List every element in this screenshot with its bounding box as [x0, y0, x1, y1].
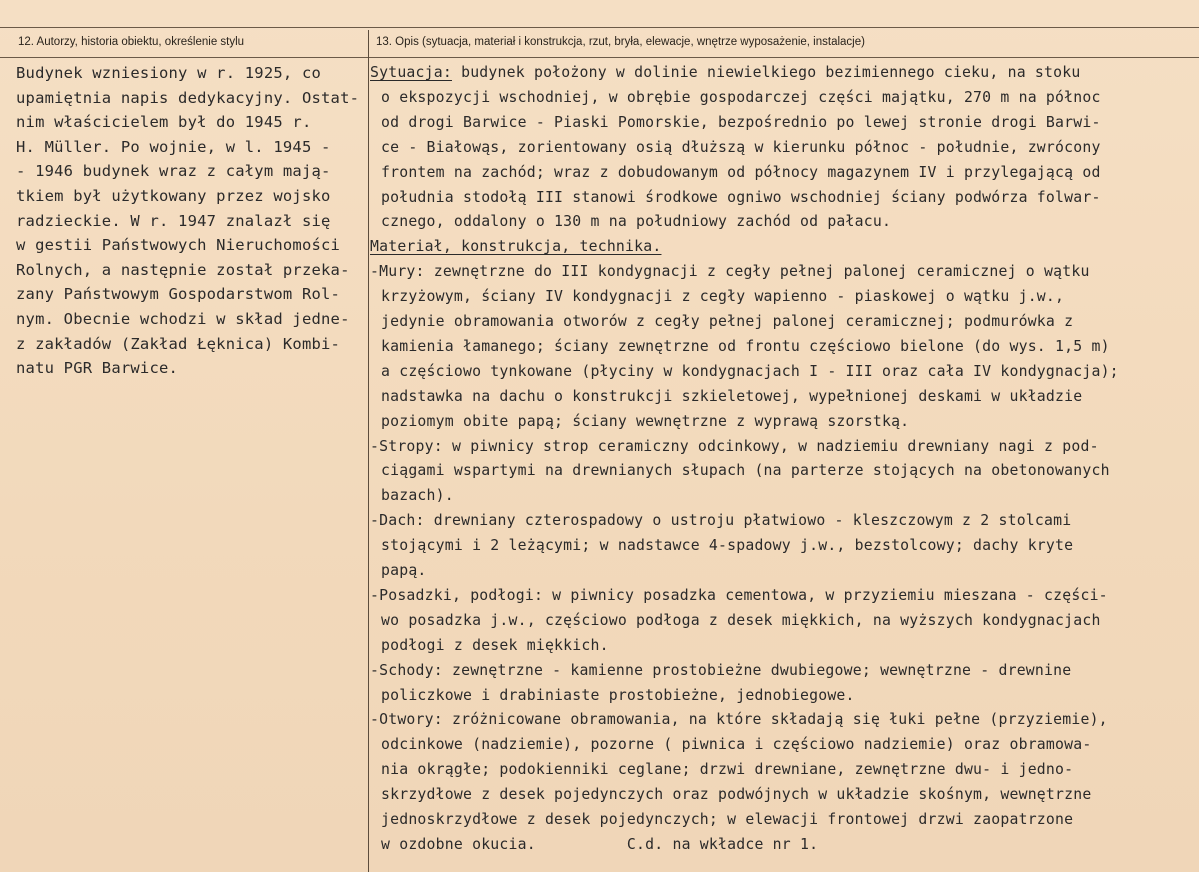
right-text-line: [381, 637, 609, 654]
left-text-line: radzieckie. W r. 1947 znalazł się: [16, 211, 331, 230]
right-text-line: [370, 238, 661, 255]
line-text: -Posadzki, podłogi: w piwnicy posadzka cementowa, w przyziemiu mieszana - części-: [370, 586, 1108, 604]
right-text-line: [381, 836, 818, 853]
left-text-line: H. Müller. Po wojnie, w l. 1945 -: [16, 137, 331, 156]
line-text: jedynie obramowania otworów z cegły pełnej palonej ceramicznej; podmurówka z: [381, 313, 1074, 330]
right-text-line: [381, 462, 1110, 479]
right-text-line: [370, 662, 1071, 679]
right-text-line: [381, 388, 1082, 405]
right-text-line: [381, 487, 454, 504]
line-text: -Otwory: zróżnicowane obramowania, na które składają się łuki pełne (przyziemie),: [370, 711, 1108, 729]
right-text-line: [381, 612, 1101, 629]
line-text: o ekspozycji wschodniej, w obrębie gospodarczej części majątku, 270 m na północ: [381, 88, 1101, 106]
line-text: papą.: [381, 562, 427, 579]
top-rule: [0, 27, 1199, 28]
line-text: nadstawka na dachu o konstrukcji szkieletowej, wypełnionej deskami w układzie: [381, 387, 1083, 405]
left-text-line: upamiętnia napis dedykacyjny. Ostat-: [16, 88, 360, 107]
right-text-line: [370, 711, 1108, 728]
left-text-line: tkiem był użytkowany przez wojsko: [16, 187, 331, 205]
right-text-line: [370, 587, 1108, 604]
right-text-line: [370, 512, 1071, 529]
right-text-line: [381, 114, 1101, 131]
right-text-line: [381, 189, 1101, 206]
line-text: jednoskrzydłowe z desek pojedynczych; w elewacji frontowej drzwi zaopatrzone: [381, 811, 1074, 828]
right-section-header: 13. Opis (sytuacja, materiał i konstrukcja, rzut, bryła, elewacje, wnętrze wyposażenie, instalacje): [376, 36, 865, 48]
right-text-line: [381, 288, 1064, 305]
right-text-line: [381, 786, 1091, 803]
right-text-line: [370, 438, 1099, 455]
line-text: podłogi z desek miękkich.: [381, 636, 609, 654]
line-text: poziomym obite papą; ściany wewnętrzne z wyprawą szorstką.: [381, 412, 910, 430]
line-text: w ozdobne okucia. C.d. na wkładce nr 1.: [381, 835, 819, 853]
line-text: -Schody: zewnętrzne - kamienne prostobieżne dwubiegowe; wewnętrzne - drewnine: [370, 661, 1072, 679]
left-text-line: nim właścicielem był do 1945 r.: [16, 113, 312, 132]
right-text-line: [381, 164, 1101, 181]
right-text-line: [381, 338, 1110, 355]
line-text: stojącymi i 2 leżącymi; w nadstawce 4-spadowy j.w., bezstolcowy; dachy kryte: [381, 537, 1074, 555]
right-text-line: [381, 89, 1101, 106]
right-text-line: [381, 139, 1101, 156]
header-rule: [0, 57, 1199, 58]
right-text-line: [381, 537, 1073, 554]
left-text-line: z zakładów (Zakład Łęknica) Kombi-: [16, 334, 341, 353]
line-text: ciągami wspartymi na drewnianych słupach (na parterze stojących na obetonowanych: [381, 462, 1110, 480]
column-divider: [368, 30, 369, 872]
left-text-line: zany Państwowym Gospodarstwom Rol-: [16, 285, 341, 304]
line-text: skrzydłowe z desek pojedynczych oraz podwójnych w układzie skośnym, wewnętrzne: [381, 786, 1092, 804]
line-text: wo posadzka j.w., częściowo podłoga z desek miękkich, na wyższych kondygnacjach: [381, 611, 1101, 629]
right-text-line: [381, 213, 891, 230]
right-text-line: [381, 761, 1073, 778]
line-text: cznego, oddalony o 130 m na południowy zachód od pałacu.: [381, 213, 892, 231]
line-text: odcinkowe (nadziemie), pozorne ( piwnica i częściowo nadziemie) oraz obramowa-: [381, 736, 1092, 754]
section-heading: Sytuacja:: [370, 64, 452, 81]
left-text-line: - 1946 budynek wraz z całym mają-: [16, 162, 331, 181]
section-heading: Materiał, konstrukcja, technika.: [370, 238, 662, 256]
right-text-line: [381, 736, 1091, 753]
right-text-line: [381, 811, 1073, 828]
line-text: nia okrągłe; podokienniki ceglane; drzwi drewniane, zewnętrzne dwu- i jedno-: [381, 761, 1074, 779]
line-text: frontem na zachód; wraz z dobudowanym od północy magazynem IV i przylegającą od: [381, 163, 1101, 181]
line-text: południa stodołą III stanowi środkowe ogniwo wschodniej ściany podwórza folwar-: [381, 188, 1101, 206]
line-text: -Stropy: w piwnicy strop ceramiczny odcinkowy, w nadziemiu drewniany nagi z pod-: [370, 437, 1099, 455]
left-section-header: 12. Autorzy, historia obiektu, określenie stylu: [18, 36, 245, 48]
right-text-line: [370, 64, 1080, 81]
right-text-line: [370, 263, 1090, 280]
left-text-line: natu PGR Barwice.: [16, 359, 179, 378]
line-text: a częściowo tynkowane (płyciny w kondygnacjach I - III oraz cała IV kondygnacja);: [381, 362, 1119, 380]
left-text-line: nym. Obecnie wchodzi w skład jedne-: [16, 310, 350, 328]
line-text: budynek położony w dolinie niewielkiego bezimiennego cieku, na stoku: [451, 64, 1081, 81]
line-text: kamienia łamanego; ściany zewnętrzne od frontu częściowo bielone (do wys. 1,5 m): [381, 337, 1110, 355]
left-text-line: Rolnych, a następnie został przeka-: [16, 260, 350, 279]
line-text: od drogi Barwice - Piaski Pomorskie, bezpośrednio po lewej stronie drogi Barwi-: [381, 113, 1101, 131]
line-text: bazach).: [381, 487, 454, 505]
right-text-line: [381, 562, 427, 579]
right-text-line: [381, 413, 909, 430]
right-text-line: [381, 363, 1119, 380]
line-text: -Mury: zewnętrzne do III kondygnacji z cegły pełnej palonej ceramicznej o wątku: [370, 263, 1090, 281]
left-text-line: Budynek wzniesiony w r. 1925, co: [16, 64, 322, 82]
line-text: ce - Białowąs, zorientowany osią dłuższą w kierunku północ - południe, zwrócony: [381, 138, 1101, 156]
line-text: krzyżowym, ściany IV kondygnacji z cegły wapienno - piaskowej o wątku j.w.,: [381, 288, 1065, 306]
left-text-line: w gestii Państwowych Nieruchomości: [16, 236, 341, 255]
line-text: policzkowe i drabiniaste prostobieżne, jednobiegowe.: [381, 686, 855, 704]
right-text-line: [381, 687, 855, 704]
right-text-line: [381, 313, 1073, 330]
line-text: -Dach: drewniany czterospadowy o ustroju płatwiowo - kleszczowym z 2 stolcami: [370, 512, 1072, 530]
